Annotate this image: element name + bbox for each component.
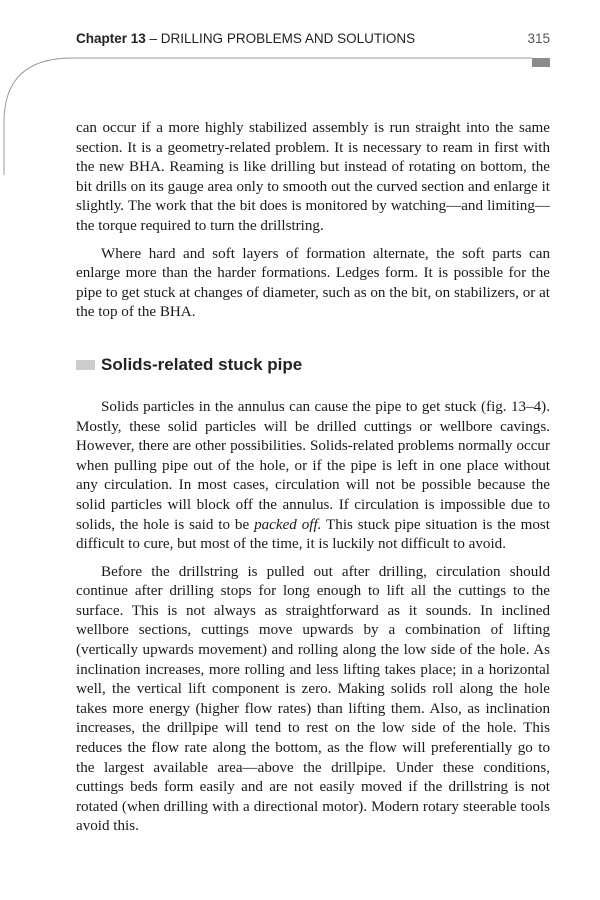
body-text bbox=[76, 119, 550, 837]
paragraph: Solids particles in the annulus can cause the pipe to get stuck (fig. 13–4). Mostly, these solid particles will be drilled cuttings or wellbore cavings. However, there are other possibilities. Solids-related problems normally occur when pulling pipe out of the hole, or if the pipe is left in one place without any circulation. In most cases, circulation will not be possible because the solid particles will block off the annulus. If circulation is impossible due to solids, the hole is said to be packed off. This stuck pipe situation is the most difficult to cure, but most of the time, it is luckily not difficult to avoid. bbox=[76, 398, 550, 553]
paragraph: can occur if a more highly stabilized assembly is run straight into the same section. It is a geometry-related problem. It is necessary to ream in first with the new BHA. Reaming is like drilling but instead of rotating on bottom, the bit drills on its gauge area only to smooth out the curved section and enlarge it slightly. The work that the bit does is monitored by watching—and limiting—the torque required to turn the drillstring. bbox=[76, 120, 550, 234]
paragraph: Where hard and soft layers of formation alternate, the soft parts can enlarge more than the harder formations. Ledges form. It is possible for the pipe to get stuck at changes of diameter, such as on the bit, on stabilizers, or at the top of the BHA. bbox=[76, 245, 550, 321]
chapter-label: Chapter 13 – DRILLING PROBLEMS AND SOLUTIONS bbox=[76, 31, 416, 46]
paragraph: Before the drillstring is pulled out after drilling, circulation should continue after drilling stops for long enough to lift all the cuttings to the surface. This is not always as straightforward as it sounds. In inclined wellbore sections, cuttings move upwards by a combination of lifting (vertically upwards movement) and rolling along the low side of the hole. As inclination increases, more rolling and less lifting takes place; in a horizontal well, the vertical lift component is zero. Making solids roll along the hole takes more energy (higher flow rates) than lifting them. Also, as inclination increases, the drillpipe will tend to rest on the low side of the hole. This reduces the flow rate along the bottom, as the flow will preferentially go to the largest available area—above the drillpipe. Under these conditions, cuttings beds form easily and are not easily moved if the drillstring is not rotated (when drilling with a directional motor). Modern rotary steerable tools avoid this. bbox=[76, 563, 550, 835]
heading-marker bbox=[76, 360, 95, 370]
section-heading-text: Solids-related stuck pipe bbox=[101, 354, 303, 374]
section-heading bbox=[76, 354, 550, 376]
emphasis-term: packed off. bbox=[254, 516, 322, 533]
chapter-title: DRILLING PROBLEMS AND SOLUTIONS bbox=[160, 31, 416, 46]
page-corner-tab bbox=[532, 58, 550, 67]
page-number: 315 bbox=[527, 31, 550, 46]
